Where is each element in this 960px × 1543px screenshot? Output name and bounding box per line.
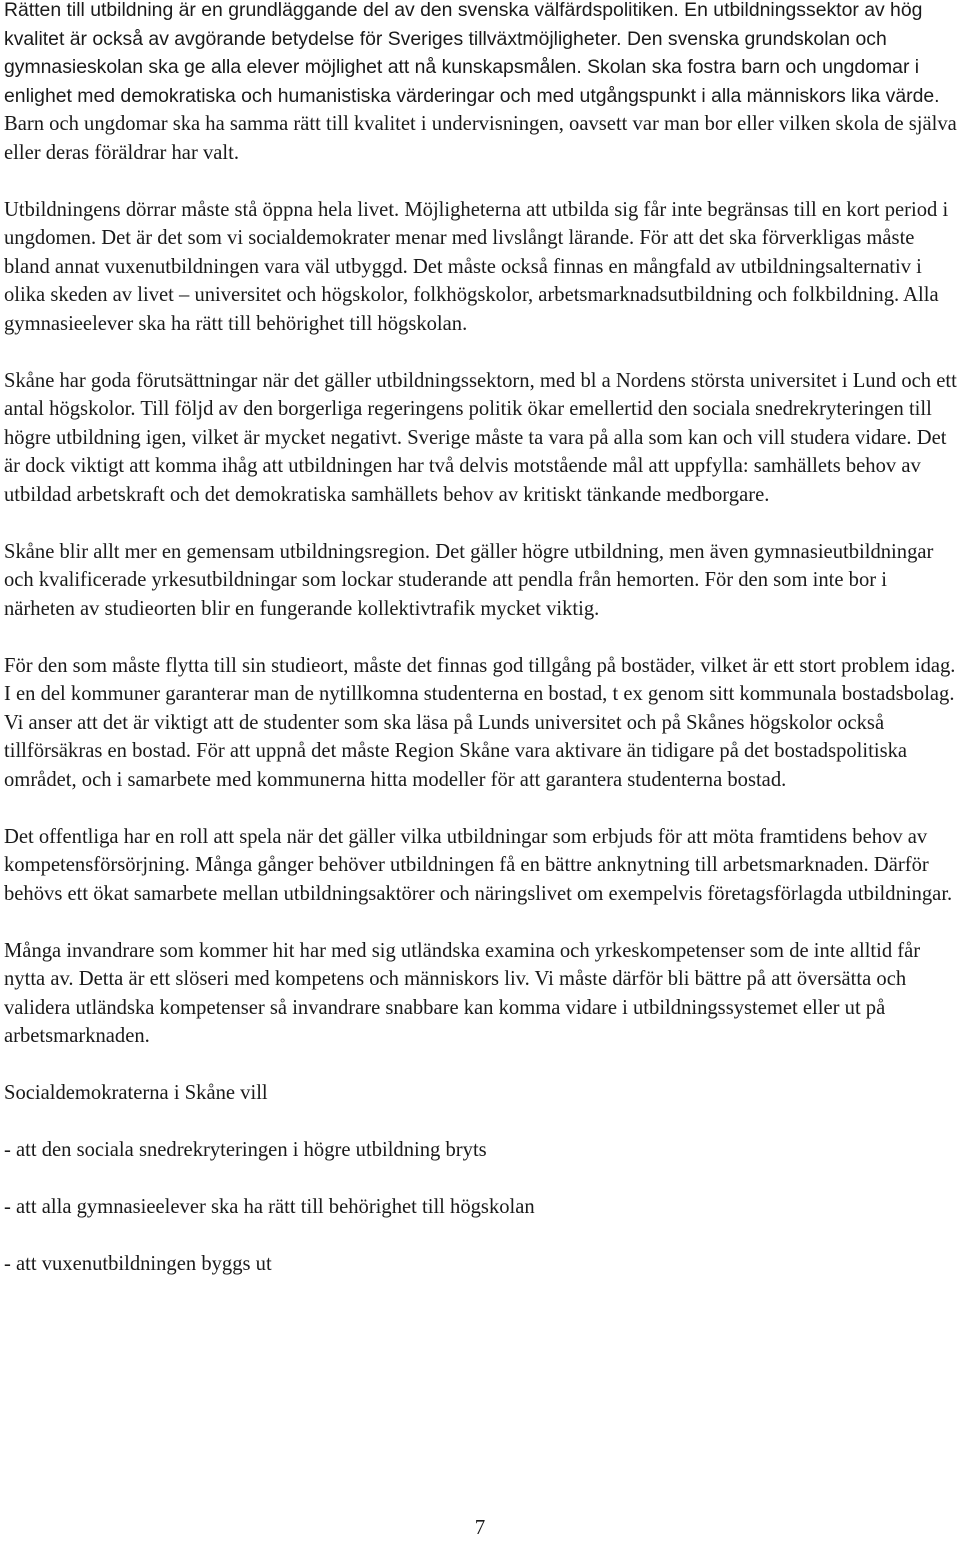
paragraph-lifelong-learning: Utbildningens dörrar måste stå öppna hela livet. Möjligheterna att utbilda sig får inte begränsas till en kort period i ungdomen. Det är det som vi socialdemokrater menar med livslångt lärande. För att det ska förverkligas måste bland annat vuxenutbildningen vara väl utbyggd. Det måste också finnas en mångfald av utbildningsalternativ i olika skeden av livet – universitet och högskolor, folkhögskolor, arbetsmarknadsutbildning och folkbildning. Alla gymnasieelever ska ha rätt till behörighet till högskolan. — [4, 198, 949, 335]
demand-item: - att alla gymnasieelever ska ha rätt till behörighet till högskolan — [4, 1196, 535, 1218]
paragraph-public-role: Det offentliga har en roll att spela när det gäller vilka utbildningar som erbjuds för att möta framtidens behov av kompetensförsörjning. Många gånger behöver utbildningen få en bättre anknytning till arbetsmarknaden. Därför behövs ett ökat samarbete mellan utbildningsaktörer och näringslivet om exempelvis företagsförlagda utbildningar. — [4, 825, 953, 905]
paragraph-student-housing: För den som måste flytta till sin studieort, måste det finnas god tillgång på bostäder, vilket är ett stort problem idag. I en del kommuner garanterar man de nytillkomna studenterna en bostad, t ex genom sitt kommunala bostadsbolag. Vi anser att det är viktigt att de studenter som ska läsa på Lunds universitet och på Skånes högskolor också tillförsäkras en bostad. För att uppnå det måste Region Skåne vara aktivare än tidigare på det bostadspolitiska området, och i samarbete med kommunerna hitta modeller för att garantera studenterna bostad. — [4, 654, 956, 791]
paragraph-demands-intro: Socialdemokraterna i Skåne vill — [4, 1082, 268, 1104]
document-page — [4, 0, 958, 1307]
paragraph-education-region: Skåne blir allt mer en gemensam utbildningsregion. Det gäller högre utbildning, men även gymnasieutbildningar och kvalificerade yrkesutbildningar som lockar studerande att pendla från hemorten. För den som inte bor i närheten av studieorten blir en fungerande kollektivtrafik mycket viktig. — [4, 540, 934, 620]
demand-item: - att den sociala snedrekryteringen i högre utbildning bryts — [4, 1139, 487, 1161]
paragraph-immigrant-skills: Många invandrare som kommer hit har med sig utländska examina och yrkeskompetenser som de inte alltid får nytta av. Detta är ett slöseri med kompetens och människors liv. Vi måste därför bli bättre på att översätta och validera utländska kompetenser så invandrare snabbare kan komma vidare i utbildningssystemet eller ut på arbetsmarknaden. — [4, 939, 921, 1047]
demand-item: - att vuxenutbildningen byggs ut — [4, 1253, 272, 1275]
paragraph-skane-education: Skåne har goda förutsättningar när det gäller utbildningssektorn, med bl a Nordens största universitet i Lund och ett antal högskolor. Till följd av den borgerliga regeringens politik ökar emellertid den sociala snedrekryteringen till högre utbildning igen, vilket är mycket negativt. Sverige måste ta vara på alla som kan och vill studera vidare. Det är dock viktigt att komma ihåg att utbildningen har två delvis motstående mål att uppfylla: samhällets behov av utbildad arbetskraft och det demokratiska samhällets behov av kritiskt tänkande medborgare. — [4, 369, 957, 506]
intro-serif-text: Barn och ungdomar ska ha samma rätt till kvalitet i undervisningen, oavsett var man bor eller vilken skola de själva eller deras föräldrar har valt. — [4, 113, 957, 164]
intro-paragraph — [4, 0, 958, 167]
page-number: 7 — [474, 1515, 486, 1539]
intro-sans-text: Rätten till utbildning är en grundläggande del av den svenska välfärdspolitiken. En utbildningssektor av hög kvalitet är också av avgörande betydelse för Sveriges tillväxtmöjligheter. Den svenska grundskolan och gymnasieskolan ska ge alla elever möjlighet att nå kunskapsmålen. Skolan ska fostra barn och ungdomar i enlighet med demokratiska och humanistiska värderingar och med utgångspunkt i alla människors lika värde. — [4, 0, 940, 107]
